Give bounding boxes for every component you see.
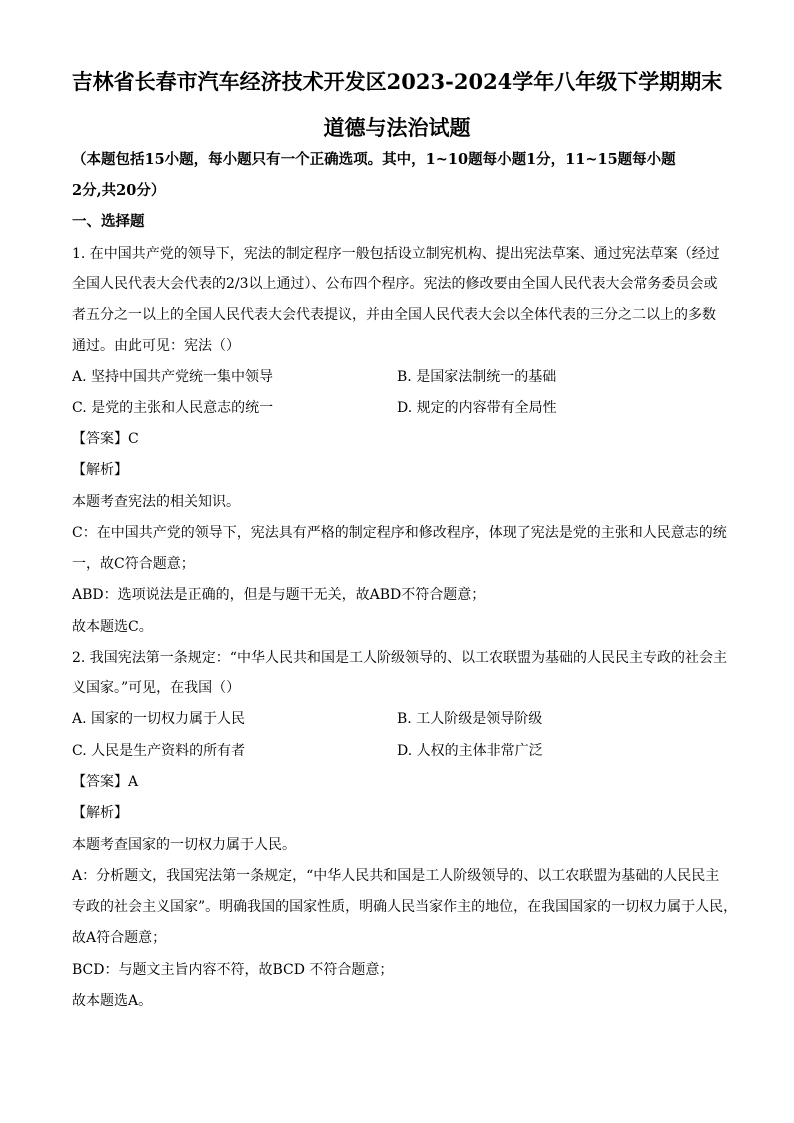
q1-analysis-line-3: 一，故C符合题意； [72,556,195,572]
q2-answer: 【答案】A [72,774,139,790]
q1-stem-line-2: 全国人民代表大会代表的2/3以上通过）、公布四个程序。宪法的修改要由全国人民代表大会常务委员会或 [72,276,718,292]
q1-analysis-line-5: 故本题选C。 [72,619,153,635]
q1-option-a: A. 坚持中国共产党统一集中领导 [72,369,274,385]
q1-option-d: D. 规定的内容带有全局性 [397,400,557,416]
q1-analysis-line-4: ABD：选项说法是正确的，但是与题干无关，故ABD不符合题意； [72,587,486,603]
q1-analysis-line-1: 本题考查宪法的相关知识。 [72,494,240,510]
q2-option-d: D. 人权的主体非常广泛 [397,743,543,759]
exam-title-line-1: 吉林省长春市汽车经济技术开发区2023-2024学年八年级下学期期末 [71,69,723,94]
q2-analysis-line-3: 专政的社会主义国家”。明确我国的国家性质，明确人民当家作主的地位，在我国国家的一切权力属于人民， [72,899,738,915]
q2-analysis-label: 【解析】 [72,805,128,821]
q2-option-b: B. 工人阶级是领导阶级 [397,711,543,727]
section-heading: 一、选择题 [72,213,145,230]
q1-stem-line-3: 者五分之一以上的全国人民代表大会代表提议，并由全国人民代表大会以全体代表的三分之二以上的多数 [72,307,716,323]
q1-stem-line-1: 1. 在中国共产党的领导下，宪法的制定程序一般包括设立制宪机构、提出宪法草案、通过宪法草案（经过 [72,246,720,262]
q2-stem-line-2: 义国家。”可见，在我国（） [72,680,241,696]
q2-analysis-line-1: 本题考查国家的一切权力属于人民。 [72,837,296,853]
q1-answer: 【答案】C [72,431,139,447]
q2-stem-line-1: 2. 我国宪法第一条规定：“中华人民共和国是工人阶级领导的、以工农联盟为基础的人民民主专政的社会主 [72,650,727,666]
q2-option-c: C. 人民是生产资料的所有者 [72,743,246,759]
instructions-line-2: 2分,共20分） [72,182,166,199]
q2-analysis-line-5: BCD：与题文主旨内容不符，故BCD 不符合题意； [72,962,394,978]
q1-analysis-label: 【解析】 [72,462,128,478]
q2-analysis-line-4: 故A符合题意； [72,930,167,946]
q1-option-c: C. 是党的主张和人民意志的统一 [72,400,274,416]
q2-analysis-line-6: 故本题选A。 [72,993,153,1009]
q2-analysis-line-2: A：分析题文，我国宪法第一条规定，“中华人民共和国是工人阶级领导的、以工农联盟为基础的人民民主 [72,868,720,884]
exam-title-line-2: 道德与法治试题 [323,115,471,140]
q2-option-a: A. 国家的一切权力属于人民 [72,711,246,727]
instructions-line-1: （本题包括15小题，每小题只有一个正确选项。其中，1~10题每小题1分，11~15题每小题 [72,151,676,168]
q1-analysis-line-2: C：在中国共产党的领导下，宪法具有严格的制定程序和修改程序，体现了宪法是党的主张和人民意志的统 [72,525,727,541]
q1-stem-line-4: 通过。由此可见：宪法（） [72,338,240,354]
q1-option-b: B. 是国家法制统一的基础 [397,369,557,385]
